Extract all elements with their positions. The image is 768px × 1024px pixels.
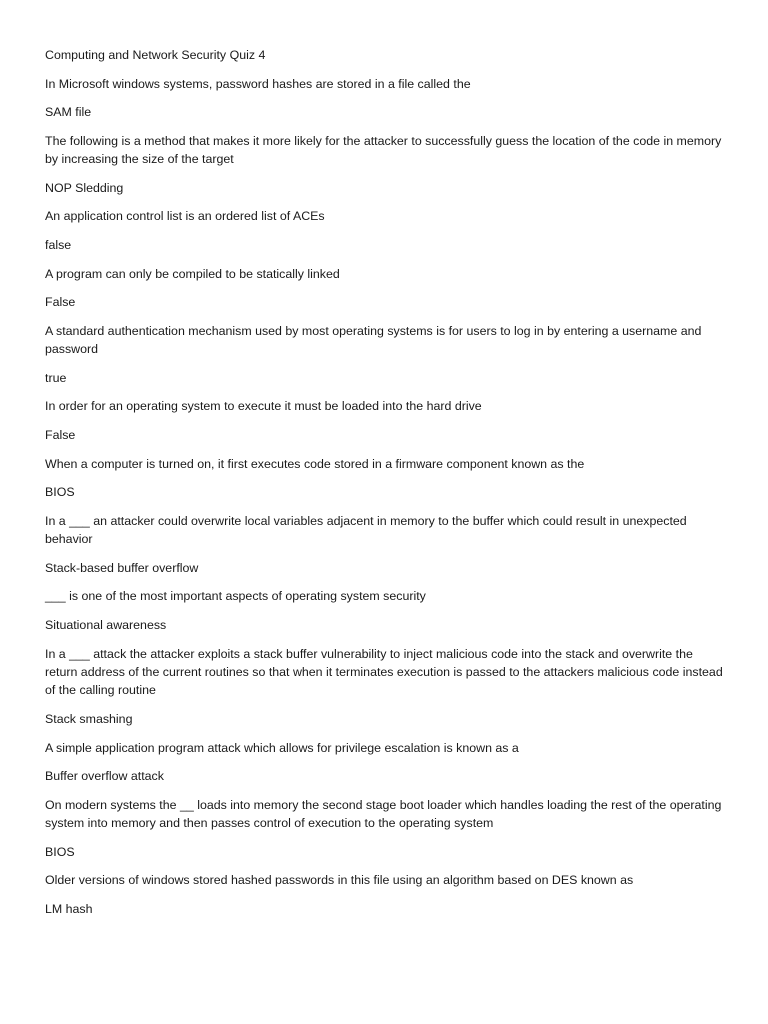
answer-text: False <box>45 295 76 310</box>
answer-text: BIOS <box>45 485 75 500</box>
answer-text: Stack-based buffer overflow <box>45 560 199 575</box>
question-text: A program can only be compiled to be statically linked <box>45 266 340 281</box>
document-page <box>45 46 725 928</box>
question-text: On modern systems the __ loads into memory the second stage boot loader which handles loading the rest of the operating system into memory and then passes control of execution to the operating system <box>45 797 722 831</box>
question-text: A standard authentication mechanism used by most operating systems is for users to log in by entering a username and password <box>45 323 702 357</box>
answer-text: false <box>45 237 72 252</box>
question-text: A simple application program attack which allows for privilege escalation is known as a <box>45 740 519 755</box>
answer-text: SAM file <box>45 105 92 120</box>
answer-text: Stack smashing <box>45 711 133 726</box>
answer-text: False <box>45 427 76 442</box>
question-text: In order for an operating system to execute it must be loaded into the hard drive <box>45 399 482 414</box>
question-text: The following is a method that makes it more likely for the attacker to successfully guess the location of the code in memory by increasing the size of the target <box>45 133 722 167</box>
answer-text: NOP Sledding <box>45 180 124 195</box>
question-text: In Microsoft windows systems, password hashes are stored in a file called the <box>45 76 471 91</box>
answer-text: Buffer overflow attack <box>45 769 164 784</box>
question-text: When a computer is turned on, it first executes code stored in a firmware component known as the <box>45 456 585 471</box>
answer-text: BIOS <box>45 844 75 859</box>
answer-text: LM hash <box>45 901 93 916</box>
answer-text: true <box>45 370 67 385</box>
question-text: Older versions of windows stored hashed passwords in this file using an algorithm based on DES known as <box>45 873 634 888</box>
question-text: In a ___ attack the attacker exploits a stack buffer vulnerability to inject malicious code into the stack and overwrite the return address of the current routines so that when it terminates execution is passed to the attackers malicious code instead of the calling routine <box>45 646 723 698</box>
document-title: Computing and Network Security Quiz 4 <box>45 48 266 62</box>
question-text: In a ___ an attacker could overwrite local variables adjacent in memory to the buffer which could result in unexpected behavior <box>45 513 687 547</box>
question-text: ___ is one of the most important aspects of operating system security <box>45 589 426 604</box>
question-text: An application control list is an ordered list of ACEs <box>45 209 325 224</box>
answer-text: Situational awareness <box>45 617 167 632</box>
